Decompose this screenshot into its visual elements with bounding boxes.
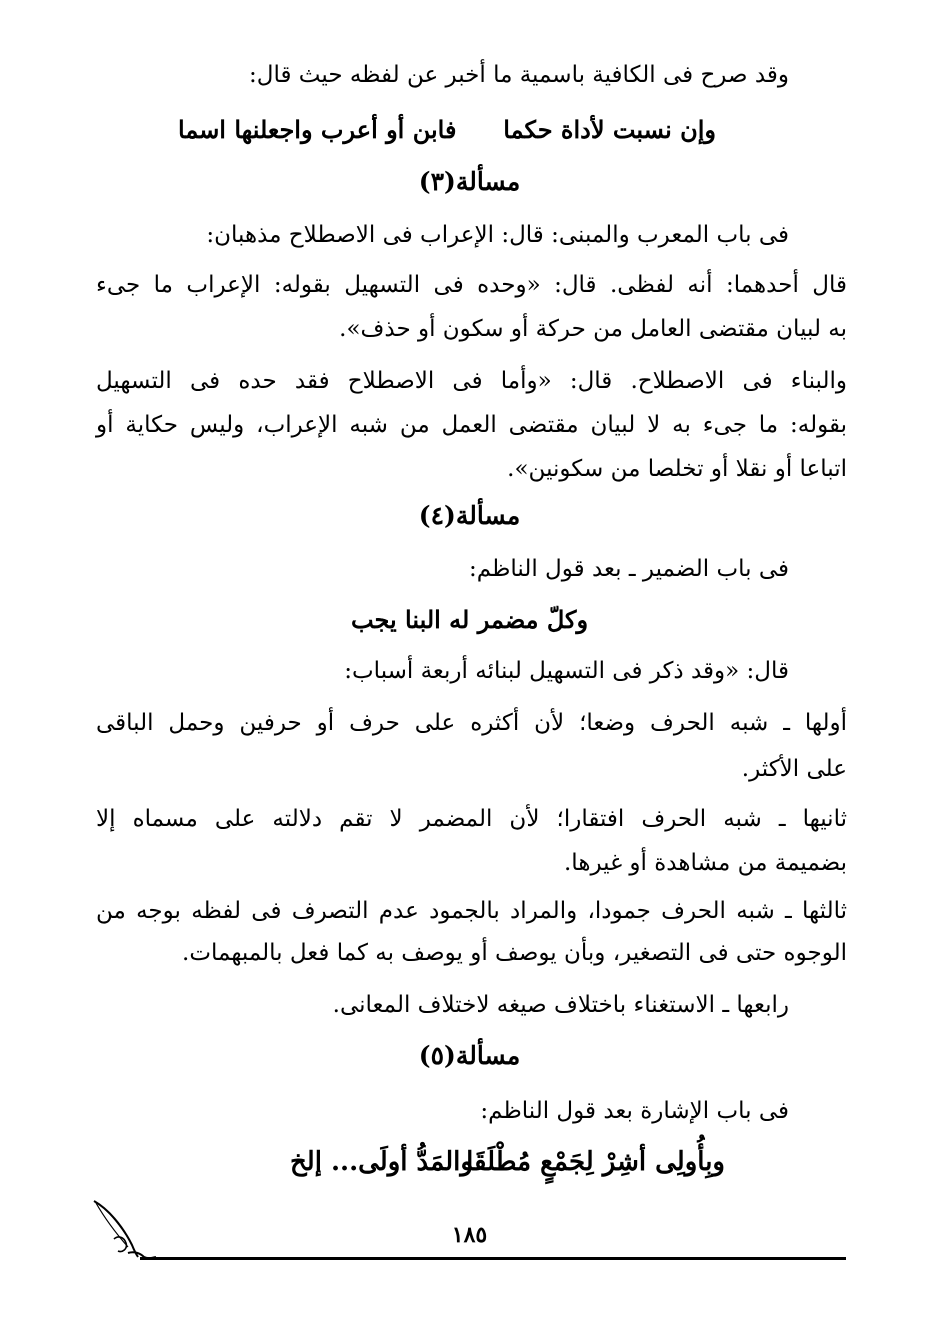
verse-hemistich-right: وبِأُولِى أشِرْ لِجَمْعٍ مُطْلَقَا — [466, 1147, 725, 1177]
text-line: والبناء فى الاصطلاح. قال: «وأما فى الاصطلاح فقد حده فى التسهيل — [96, 368, 847, 394]
text-line: ثالثها ـ شبه الحرف جمودا، والمراد بالجمود عدم التصرف فى لفظه بوجه من — [96, 898, 847, 924]
text-line: قال: «وقد ذكر فى التسهيل لبنائه أربعة أسباب: — [344, 658, 789, 684]
text-line: ثانيها ـ شبه الحرف افتقارا؛ لأن المضمر لا تقم دلالته على مسماه إلا — [96, 806, 847, 832]
text-line: قال أحدهما: أنه لفظى. قال: «وحده فى التسهيل بقوله: الإعراب ما جىء — [96, 272, 847, 298]
text-line: على الأكثر. — [741, 756, 847, 782]
text-line: اتباعا أو نقلا أو تخلصا من سكونين». — [507, 456, 847, 482]
text-line: به لبيان مقتضى العامل من حركة أو سكون أو حذف». — [339, 316, 847, 342]
verse-hemistich-right: وإن نسبت لأداة حكما — [503, 115, 716, 144]
text-line: رابعها ـ الاستغناء باختلاف صيغه لاختلاف المعانى. — [332, 992, 789, 1018]
text-line: وقد صرح فى الكافية باسمية ما أخبر عن لفظه حيث قال: — [249, 62, 789, 88]
text-line: أولها ـ شبه الحرف وضعا؛ لأن أكثره على حرف أو حرفين وحمل الباقى — [96, 710, 847, 736]
verse-hemistich-left: فابن أو أعرب واجعلنها اسما — [178, 115, 457, 144]
verse-line: وكلّ مضمر له البنا يجب — [350, 605, 589, 634]
text-line: بقوله: ما جىء به لا لبيان مقتضى العمل من شبه الإعراب، وليس حكاية أو — [96, 412, 847, 438]
section-heading: مسألة(٤) — [418, 501, 521, 530]
section-heading: مسألة(٣) — [418, 167, 521, 196]
verse-hemistich-left: والمَدُّ أولَى... إلخ — [290, 1147, 473, 1177]
text-line: فى باب الإشارة بعد قول الناظم: — [480, 1098, 789, 1124]
page-number: ١٨٥ — [451, 1222, 488, 1248]
text-line: فى باب الضمير ـ بعد قول الناظم: — [469, 556, 789, 582]
text-line: فى باب المعرب والمبنى: قال: الإعراب فى الاصطلاح مذهبان: — [206, 222, 789, 248]
section-heading: مسألة(٥) — [418, 1041, 521, 1070]
quill-icon — [88, 1195, 158, 1265]
footer-rule — [140, 1257, 846, 1260]
text-line: بضميمة من مشاهدة أو غيرها. — [564, 850, 847, 876]
text-line: الوجوه حتى فى التصغير، وبأن يوصف أو يوصف به كما فعل بالمبهمات. — [182, 940, 847, 966]
